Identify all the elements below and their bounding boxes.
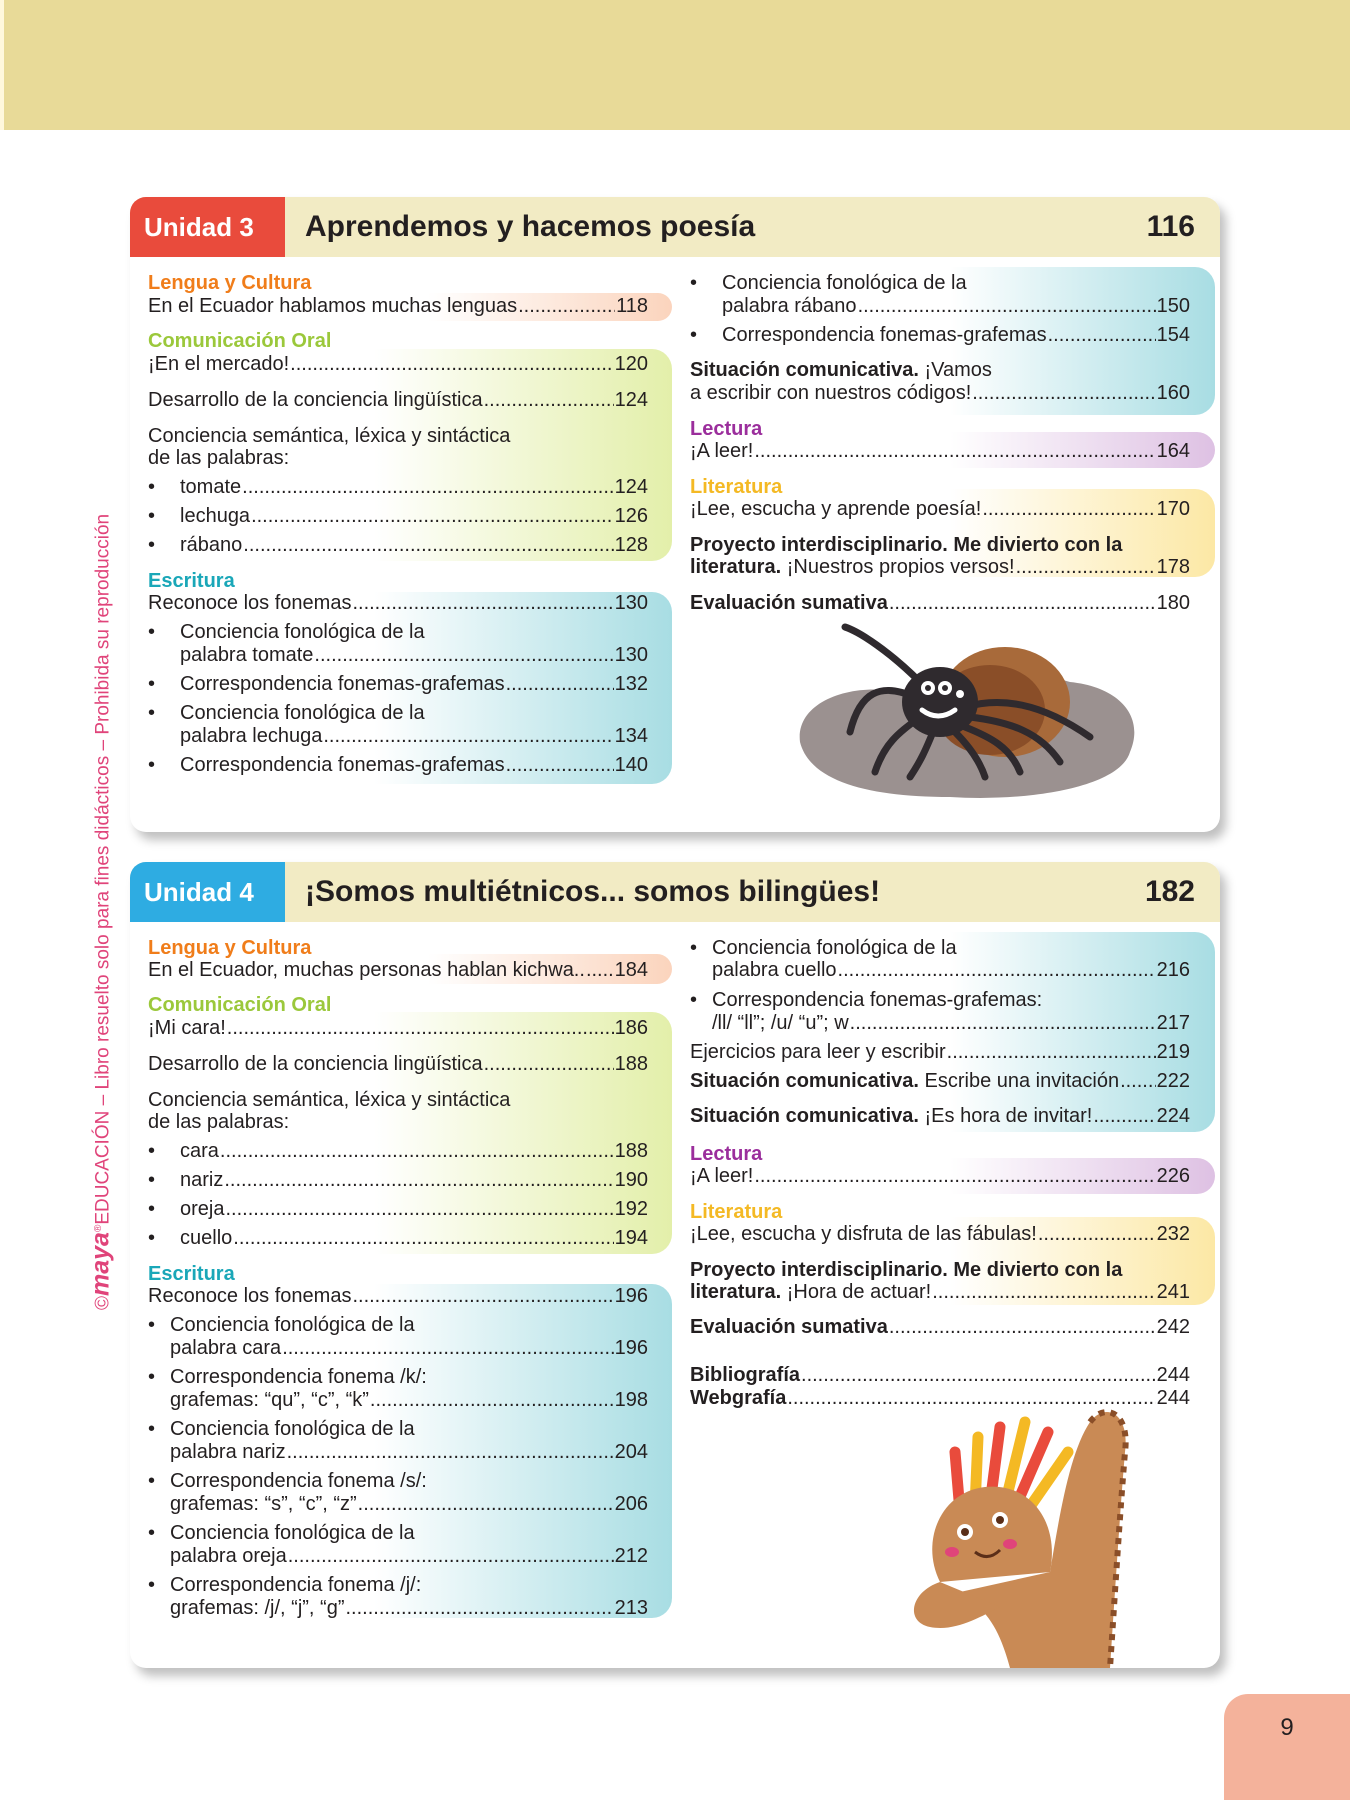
toc-entry[interactable]: ¡Lee, escucha y disfruta de las fábulas! ..... 232: [690, 1222, 1190, 1246]
bullet: •: [148, 1574, 156, 1596]
bullet: •: [148, 754, 156, 776]
heading-comunicacion-oral: Comunicación Oral: [148, 994, 332, 1016]
maya-logo: maya: [86, 1232, 115, 1296]
toc-entry[interactable]: Situación comunicativa. ¡Es hora de invitar! ..... 224: [690, 1104, 1190, 1128]
hand-puppet-illustration: [900, 1392, 1140, 1668]
unit-3-badge: Unidad 3: [130, 197, 285, 257]
semantica-label-2: de las palabras:: [148, 1111, 290, 1133]
toc-entry[interactable]: En el Ecuador hablamos muchas lenguas ..... 118: [148, 294, 648, 318]
toc-entry[interactable]: Correspondencia fonemas-grafemas ..... 140: [180, 753, 648, 777]
toc-entry[interactable]: ¡A leer! ..... 226: [690, 1164, 1190, 1188]
toc-entry-line1: Proyecto interdisciplinario. Me divierto con la: [690, 534, 1123, 556]
bullet: •: [148, 621, 156, 643]
semantica-label: Conciencia semántica, léxica y sintáctica: [148, 425, 511, 447]
toc-entry-line1: Conciencia fonológica de la: [170, 1314, 415, 1336]
toc-entry[interactable]: tomate ..... 124: [180, 475, 648, 499]
toc-entry-line1: Conciencia fonológica de la: [170, 1522, 415, 1544]
toc-entry-line1: Conciencia fonológica de la: [712, 937, 957, 959]
toc-entry-line1: Proyecto interdisciplinario. Me divierto con la: [690, 1259, 1123, 1281]
bullet: •: [148, 534, 156, 556]
toc-entry[interactable]: palabra cara ..... 196: [170, 1336, 648, 1360]
bullet: •: [148, 1140, 156, 1162]
semantica-label: Conciencia semántica, léxica y sintáctica: [148, 1089, 511, 1111]
toc-entry[interactable]: Webgrafía ..... 244: [690, 1386, 1190, 1410]
heading-escritura: Escritura: [148, 570, 235, 592]
toc-entry[interactable]: Reconoce los fonemas ..... 130: [148, 591, 648, 615]
toc-entry[interactable]: oreja ..... 192: [180, 1197, 648, 1221]
toc-entry[interactable]: rábano ..... 128: [180, 533, 648, 557]
toc-entry[interactable]: a escribir con nuestros códigos! ..... 160: [690, 381, 1190, 405]
toc-entry[interactable]: palabra lechuga ..... 134: [180, 724, 648, 748]
toc-entry-line1: Conciencia fonológica de la: [180, 621, 425, 643]
toc-entry[interactable]: Evaluación sumativa ..... 242: [690, 1315, 1190, 1339]
bullet: •: [148, 1314, 156, 1336]
bullet: •: [148, 1169, 156, 1191]
toc-entry-line1: Correspondencia fonemas-grafemas:: [712, 989, 1043, 1011]
toc-entry[interactable]: Correspondencia fonemas-grafemas ..... 154: [722, 323, 1190, 347]
toc-entry[interactable]: ¡Lee, escucha y aprende poesía! ..... 170: [690, 497, 1190, 521]
side-copyright-credit: ©maya®EDUCACIÓN – Libro resuelto solo para fines didácticos – Prohibida su reproducción: [86, 513, 115, 1310]
bullet: •: [690, 937, 698, 959]
bullet: •: [690, 989, 698, 1011]
toc-entry-line1: Conciencia fonológica de la: [722, 272, 967, 294]
heading-literatura: Literatura: [690, 476, 783, 498]
toc-entry[interactable]: Correspondencia fonemas-grafemas ..... 132: [180, 672, 648, 696]
bullet: •: [148, 1418, 156, 1440]
unit-3-page: 116: [1146, 210, 1195, 243]
toc-entry[interactable]: grafemas: “s”, “c”, “z” ..... 206: [170, 1492, 648, 1516]
toc-entry[interactable]: cuello ..... 194: [180, 1226, 648, 1250]
unit-3-header: [130, 197, 1220, 257]
bullet: •: [148, 1198, 156, 1220]
toc-entry-line1: Correspondencia fonema /j/:: [170, 1574, 422, 1596]
toc-entry[interactable]: Situación comunicativa. Escribe una invitación ..... 222: [690, 1069, 1190, 1093]
bullet: •: [148, 1470, 156, 1492]
toc-entry-line1: Correspondencia fonema /k/:: [170, 1366, 427, 1388]
toc-entry[interactable]: Desarrollo de la conciencia lingüística ..... 188: [148, 1052, 648, 1076]
semantica-label-2: de las palabras:: [148, 447, 290, 469]
unit-4-page: 182: [1144, 875, 1195, 908]
toc-entry[interactable]: ¡A leer! ..... 164: [690, 439, 1190, 463]
toc-entry-line1: Situación comunicativa. ¡Vamos: [690, 359, 992, 381]
toc-entry[interactable]: palabra rábano ..... 150: [722, 294, 1190, 318]
unit-3-card: [130, 197, 1220, 832]
toc-entry[interactable]: palabra oreja ..... 212: [170, 1544, 648, 1568]
heading-lengua-cultura: Lengua y Cultura: [148, 937, 312, 959]
heading-escritura: Escritura: [148, 1263, 235, 1285]
bullet: •: [148, 476, 156, 498]
toc-entry[interactable]: ¡Mi cara! ..... 186: [148, 1016, 648, 1040]
toc-entry[interactable]: Bibliografía ..... 244: [690, 1363, 1190, 1387]
top-color-band: [0, 0, 1350, 130]
toc-entry[interactable]: Reconoce los fonemas ..... 196: [148, 1284, 648, 1308]
toc-entry[interactable]: nariz ..... 190: [180, 1168, 648, 1192]
toc-entry[interactable]: grafemas: “qu”, “c”, “k” ..... 198: [170, 1388, 648, 1412]
toc-entry[interactable]: Desarrollo de la conciencia lingüística ..... 124: [148, 388, 648, 412]
toc-entry[interactable]: En el Ecuador, muchas personas hablan kichwa.. ..... 184: [148, 958, 648, 982]
toc-entry[interactable]: lechuga ..... 126: [180, 504, 648, 528]
toc-entry[interactable]: palabra nariz ..... 204: [170, 1440, 648, 1464]
unit-4-title: ¡Somos multiétnicos... somos bilingües!: [305, 875, 881, 908]
toc-entry[interactable]: ¡En el mercado! ..... 120: [148, 352, 648, 376]
unit-3-title: Aprendemos y hacemos poesía: [305, 210, 756, 243]
heading-lengua-cultura: Lengua y Cultura: [148, 272, 312, 294]
toc-entry[interactable]: cara ..... 188: [180, 1139, 648, 1163]
heading-lectura: Lectura: [690, 1143, 763, 1165]
page-number: 9: [1224, 1694, 1350, 1800]
bullet: •: [690, 272, 698, 294]
bullet: •: [148, 1366, 156, 1388]
toc-entry[interactable]: literatura. ¡Nuestros propios versos! ..... 178: [690, 555, 1190, 579]
bullet: •: [690, 324, 698, 346]
heading-comunicacion-oral: Comunicación Oral: [148, 330, 332, 352]
bullet: •: [148, 673, 156, 695]
unit-4-header: [130, 862, 1220, 922]
toc-entry[interactable]: palabra tomate ..... 130: [180, 643, 648, 667]
spider-illustration: [790, 622, 1150, 812]
toc-entry[interactable]: palabra cuello ..... 216: [712, 958, 1190, 982]
bullet: •: [148, 1522, 156, 1544]
toc-entry[interactable]: literatura. ¡Hora de actuar! ..... 241: [690, 1280, 1190, 1304]
unit-4-card: [130, 862, 1220, 1668]
toc-entry[interactable]: Evaluación sumativa ..... 180: [690, 591, 1190, 615]
bullet: •: [148, 505, 156, 527]
bullet: •: [148, 702, 156, 724]
toc-entry-line1: Conciencia fonológica de la: [170, 1418, 415, 1440]
heading-literatura: Literatura: [690, 1201, 783, 1223]
toc-entry[interactable]: grafemas: /j/, “j”, “g” ..... 213: [170, 1596, 648, 1620]
toc-entry[interactable]: Ejercicios para leer y escribir ..... 219: [690, 1040, 1190, 1064]
toc-entry-line1: Conciencia fonológica de la: [180, 702, 425, 724]
heading-lectura: Lectura: [690, 418, 763, 440]
toc-entry-line1: Correspondencia fonema /s/:: [170, 1470, 427, 1492]
toc-entry[interactable]: /ll/ “ll”; /u/ “u”; w ..... 217: [712, 1011, 1190, 1035]
bullet: •: [148, 1227, 156, 1249]
unit-4-badge: Unidad 4: [130, 862, 285, 922]
